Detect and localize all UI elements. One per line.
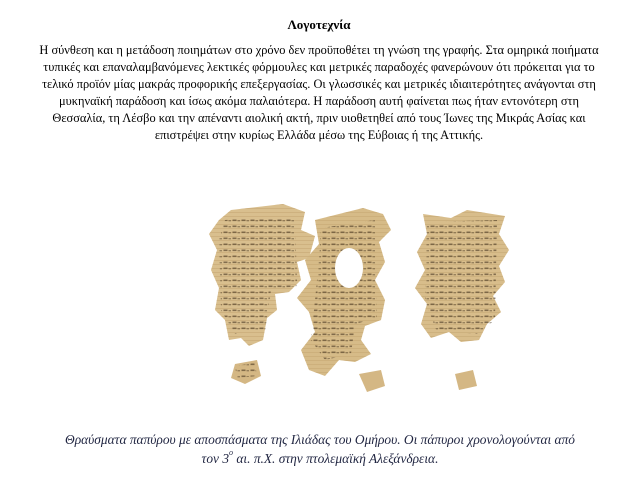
papyrus-fragments-image [205, 200, 615, 416]
papyrus-hole [335, 248, 363, 288]
figure-caption [60, 430, 580, 468]
page-title: Λογοτεχνία [287, 17, 351, 32]
caption-text-1: Θραύσματα παπύρου με αποσπάσματα της Ιλιάδας του Ομήρου. Οι πάπυροι χρονολογούνται από τον 3 [65, 432, 575, 466]
body-paragraph: Η σύνθεση και η μετάδοση ποιημάτων στο χρόνο δεν προϋποθέτει τη γνώση της γραφής. Στα ομηρικά ποιήματα τυπικές και επαναλαμβανόμενες λεκτικές φόρμουλες και μετρικές παραδοχές φανερώνουν ότι πρόκειται για το τελικό προϊόν μίας μακράς προφορικής επεξεργασίας. Οι γλωσσικές και μετρικές ιδιαιτερότητες ανάγονται στη μυκηναϊκή παράδοση και ίσως ακόμα παλαιότερα. Η παράδοση αυτή φαίνεται πως ήταν εντονότερη στη Θεσσαλία, τη Λέσβο και την απέναντι αιολική ακτή, πριν υιοθετηθεί από τους Ίωνες της Μικράς Ασίας και επιστρέψει στην κυρίως Ελλάδα μέσω της Εύβοιας ή της Αττικής. [39, 43, 599, 142]
papyrus-fragment-small [455, 370, 477, 390]
caption-superscript: ο [229, 448, 234, 457]
caption-text-2: αι. π.Χ. στην πτολεμαϊκή Αλεξάνδρεια. [233, 451, 439, 466]
papyrus-figure [205, 200, 615, 416]
papyrus-fragment-small [359, 370, 385, 392]
